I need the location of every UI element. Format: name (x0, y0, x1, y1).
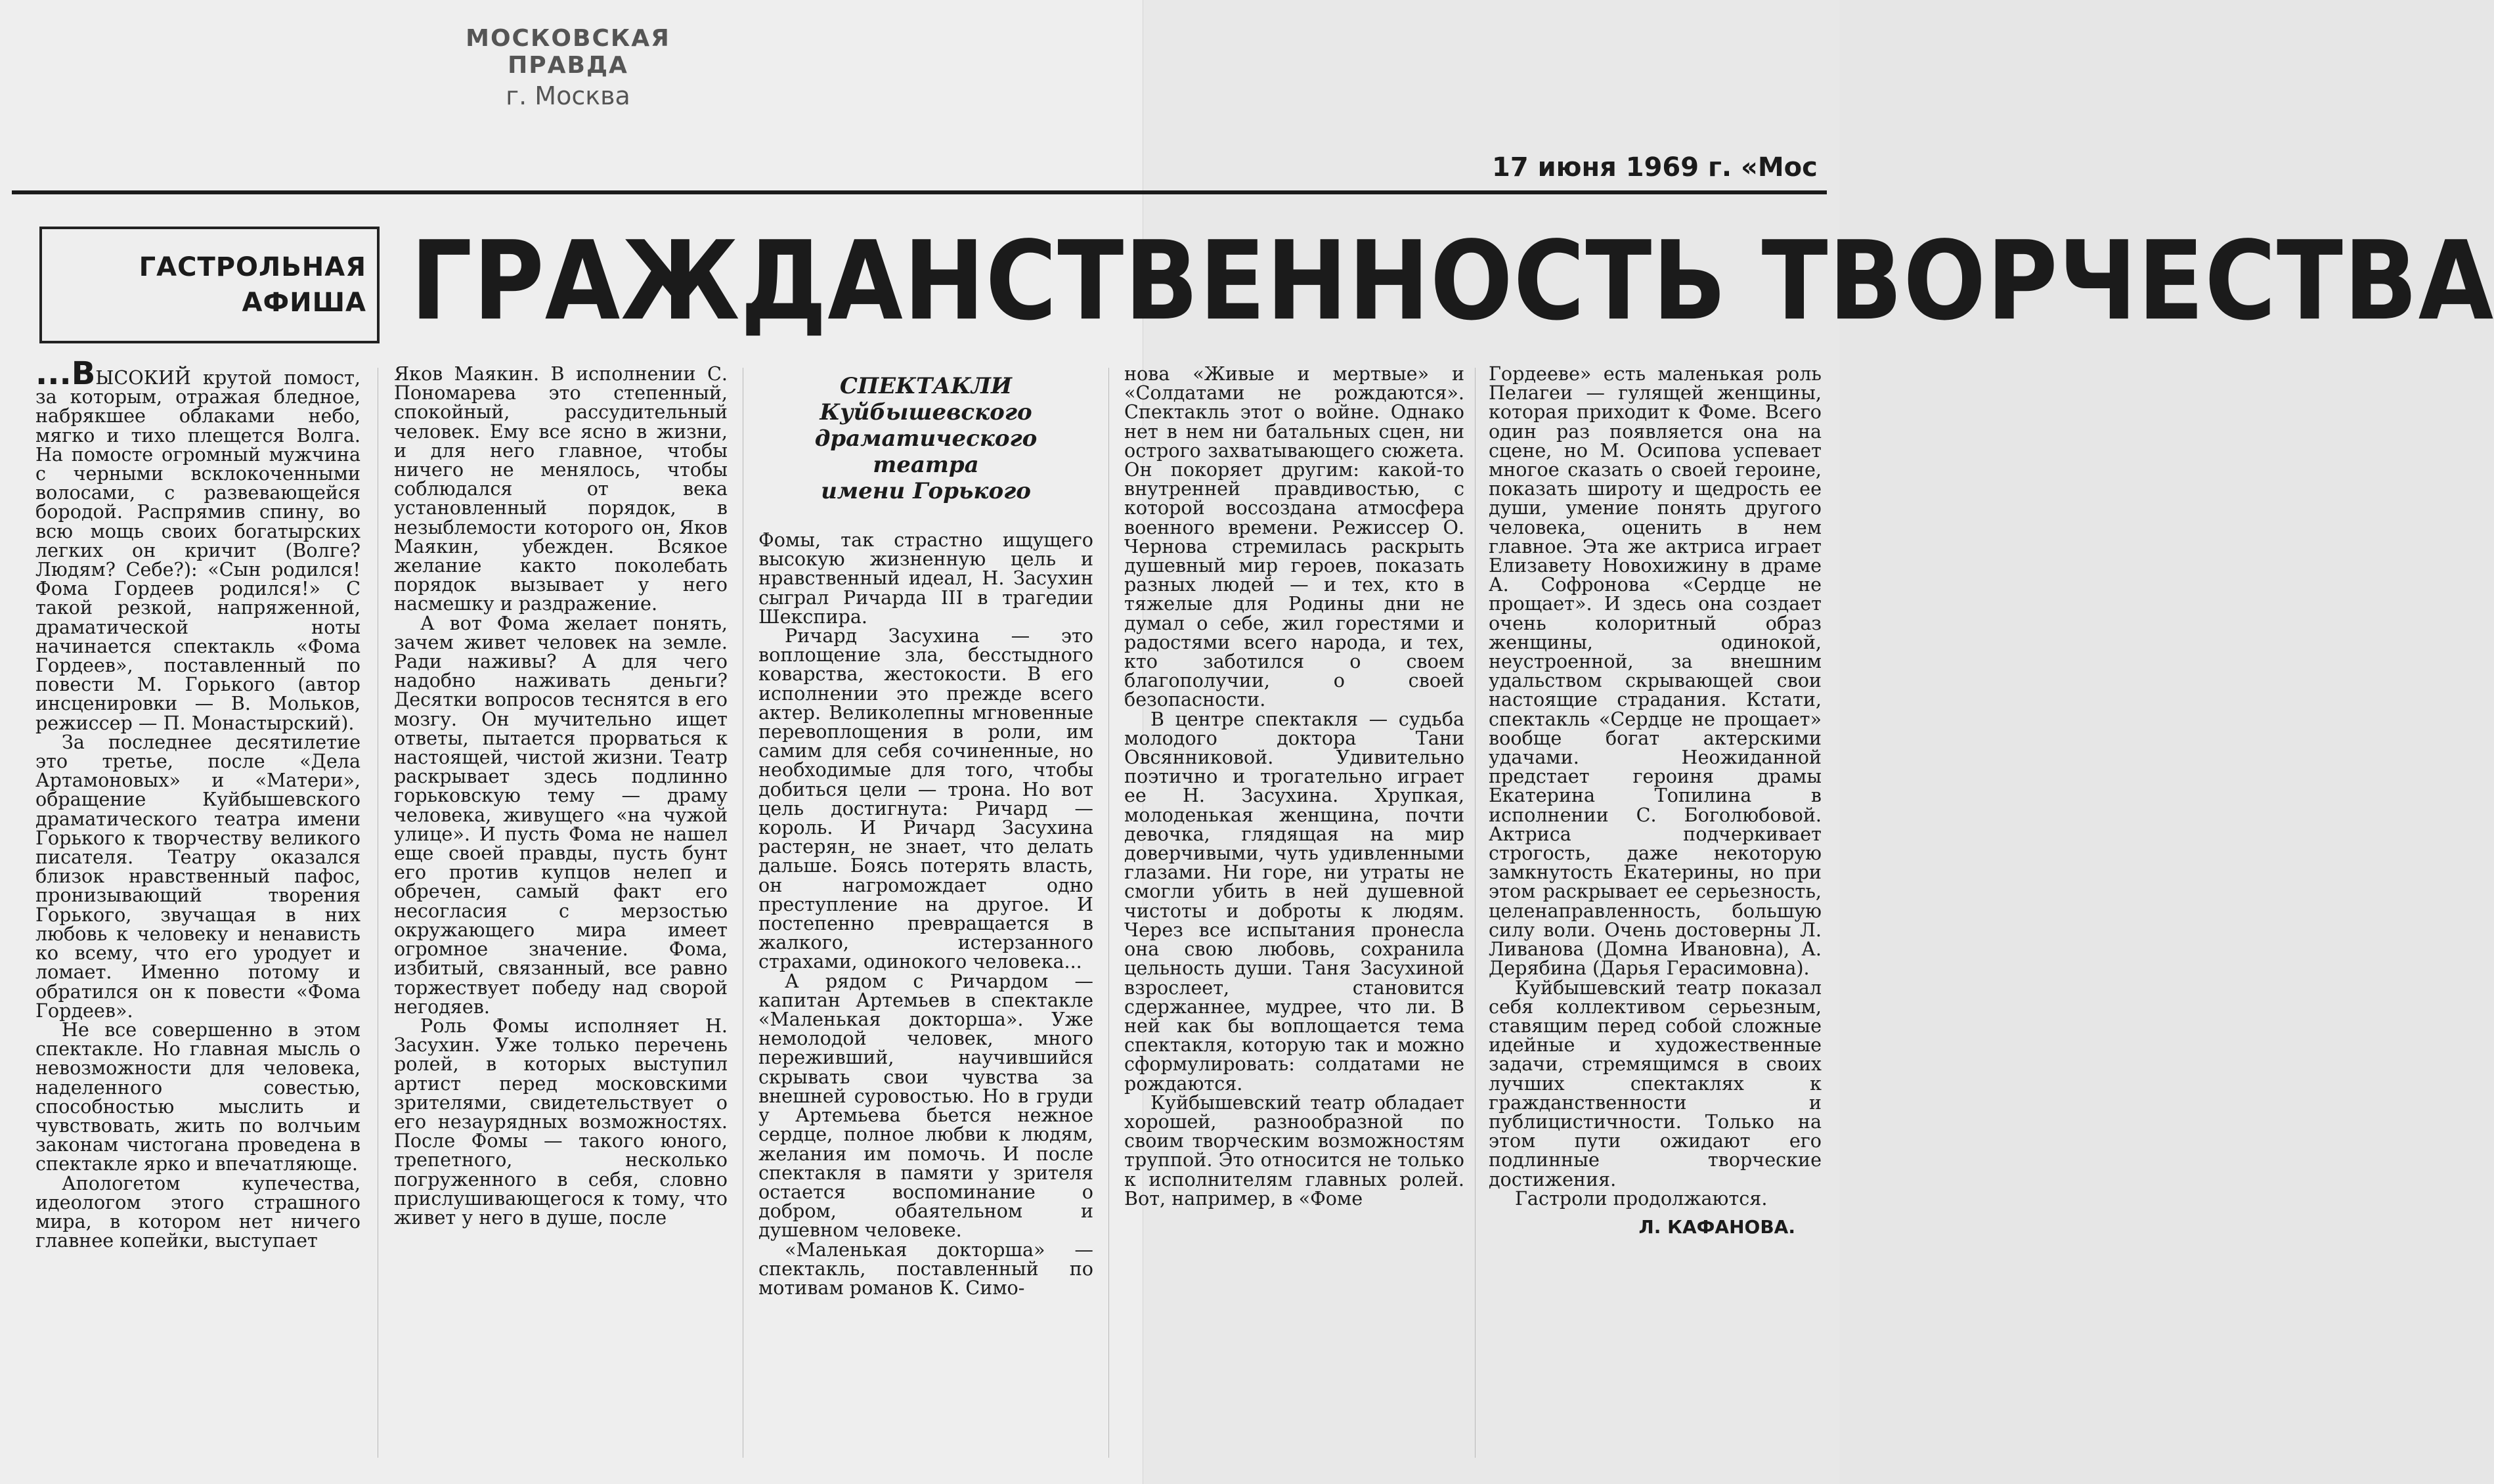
paragraph (35, 355, 361, 734)
column-gutter (1475, 368, 1476, 1458)
drop-cap: ...В (35, 355, 96, 392)
subhead-line-4: имени Горького (821, 478, 1031, 504)
rubric-line-1: ГАСТРОЛЬНАЯ (139, 252, 366, 282)
column-gutter (1108, 368, 1109, 1458)
rubric-line-2: АФИША (242, 288, 366, 318)
article-headline: ГРАЖДАНСТВЕННОСТЬ ТВОРЧЕСТВА (410, 217, 2494, 345)
stamp-city: г. Москва (506, 81, 630, 110)
paragraph-text: ЫСОКИЙ крутой помост, за которым, отражая бледное, набрякшее облаками небо, мягко и тихо плещется Волга. На помосте огромный мужчина с черными всклокоченными волосами, с развевающейся бородой. Распрямив спину, во всю мощь своих богатырских легких он кричит (Волге? Людям? Себе?): «Сын родился! Фома Гордеев родился!» С такой резкой, напряженной, драматической ноты начинается спектакль «Фома Гордеев», поставленный по повести М. Горького (автор инсценировки — В. Мольков, режиссер — П. Монастырский). (35, 366, 361, 734)
article-subhead (758, 373, 1093, 504)
article-column-2 (394, 364, 728, 1474)
header-rule (12, 190, 1827, 194)
paragraph: В центре спектакля — судьба молодого доктора Тани Овсянниковой. Удивительно поэтично и трогательно играет ее Н. Засухина. Хрупкая, молоденькая женщина, почти девочка, глядящая на мир доверчивыми, чуть удивленными глазами. Ни горе, ни утраты не смогли убить в ней душевной чистоты и доброты к людям. Через все испытания пронесла она свою любовь, сохранила цельность души. Таня Засухиной взрослеет, становится сдержаннее, мудрее, что ли. В ней как бы воплощается тема спектакля, которую так и можно сформулировать: солдатами не рождаются. (1124, 707, 1464, 1095)
issue-dateline: 17 июня 1969 г. «Мос (1492, 152, 1818, 183)
subhead-line-2: Куйбышевского (820, 399, 1032, 426)
paragraph: Фомы, так страстно ищущего высокую жизненную цель и нравственный идеал, Н. Засухин сыграл Ричарда III в трагедии Шекспира. (758, 529, 1093, 628)
article-column-5 (1489, 364, 1822, 1474)
subhead-line-3: драматического театра (814, 426, 1038, 478)
paragraph: А рядом с Ричардом — капитан Артемьев в спектакле «Маленькая докторша». Уже немолодой человек, много переживший, научившийся скрывать свои чувства за внешней суровостью. Но в груди у Артемьева бьется нежное сердце, полное любви к людям, желания им помочь. И после спектакля в памяти у зрителя остается воспоминание о добром, обаятельном и душевном человеке. (758, 969, 1093, 1242)
article-column-3 (758, 368, 1093, 1477)
paragraph: Яков Маякин. В исполнении С. Пономарева это степенный, спокойный, рассудительный человек. Ему все ясно в жизни, и для него главное, чтобы ничего не менялось, чтобы соблюдался от века установленный порядок, в незыблемости которого он, Яков Маякин, убежден. Всякое желание както поколебать порядок вызывает у него насмешку и раздражение. (394, 362, 728, 615)
paragraph: Роль Фомы исполняет Н. Засухин. Уже только перечень ролей, в которых выступил артист перед московскими зрителями, свидетельствует о его незаурядных возможностях. После Фомы — такого юного, трепетного, несколько погруженного в себя, словно прислушивающегося к тому, что живет у него в душе, после (394, 1014, 728, 1229)
paragraph: Гордееве» есть маленькая роль Пелагеи — гулящей женщины, которая приходит к Фоме. Всего один раз появляется она на сцене, но М. Осипова успевает многое сказать о своей героине, показать широту и щедрость ее души, умение понять другого человека, оценить в нем главное. Эта же актриса играет Елизавету Новохижину в драме А. Софронова «Сердце не прощает». И здесь она создает очень колоритный образ женщины, одинокой, неустроенной, за внешним удальством скрывающей свои настоящие страдания. Кстати, спектакль «Сердце не прощает» вообще богат актерскими удачами. Неожиданной предстает героиня драмы Екатерина Топилина в исполнении С. Боголюбовой. Актриса подчеркивает строгость, даже некоторую замкнутость Екатерины, но при этом раскрывает ее серьезность, целенаправленность, большую силу воли. Очень достоверны Л. Ливанова (Домна Ивановна), А. Дерябина (Дарья Герасимовна). (1489, 362, 1822, 980)
paragraph: Куйбышевский театр обладает хорошей, разнообразной по своим творческим возможностям труппой. Это относится не только к исполнителям главных ролей. Вот, например, в «Фоме (1124, 1091, 1464, 1210)
article-column-4 (1124, 364, 1464, 1474)
paragraph: Ричард Засухина — это воплощение зла, бесстыдного коварства, жестокости. В его исполнении это прежде всего актер. Великолепны мгновенные перевоплощения в роли, им самим для себя сочиненные, но необходимые для того, чтобы добиться цели — трона. Но вот цель достигнута: Ричард — король. И Ричард Засухина растерян, не знает, что делать дальше. Боясь потерять власть, он нагромождает одно преступление на другое. И постепенно превращается в жалкого, истерзанного страхами, одинокого человека... (758, 624, 1093, 973)
paragraph: Гастроли продолжаются. (1515, 1187, 1768, 1210)
archive-stamp (424, 25, 712, 110)
paragraph: нова «Живые и мертвые» и «Солдатами не рождаются». Спектакль этот о войне. Однако нет в нем ни батальных сцен, ни острого захватывающего сюжета. Он покоряет другим: какой-то внутренней правдивостью, с которой воссоздана атмосфера военного времени. Режиссер О. Чернова стремилась раскрыть душевный мир героев, показать разных людей — и тех, кто в тяжелые для Родины дни не думал о себе, жил горестями и радостями всего народа, и тех, кто заботился о своем благополучии, о своей безопасности. (1124, 362, 1464, 711)
subhead-line-1: СПЕКТАКЛИ (839, 373, 1013, 399)
author-signature: Л. КАФАНОВА. (1638, 1215, 1795, 1238)
rubric-box (39, 227, 380, 343)
paragraph: За последнее десятилетие это третье, после «Дела Артамоновых» и «Матери», обращение Куйбышевского драматического театра имени Горького к творчеству великого писателя. Театру оказался близок нравственный пафос, пронизывающий творения Горького, звучащая в них любовь к человеку и ненависть ко всему, что его уродует и ломает. Именно потому и обратился он к повести «Фома Гордеев». (35, 730, 361, 1022)
paragraph: Апологетом купечества, идеологом этого страшного мира, в котором нет ничего главнее копейки, выступает (35, 1171, 361, 1252)
paragraph: «Маленькая докторша» — спектакль, поставленный по мотивам романов К. Симо- (758, 1238, 1093, 1299)
article-column-1 (35, 355, 361, 1474)
paragraph: Не все совершенно в этом спектакле. Но главная мысль о невозможности для человека, наделенного совестью, способностью мыслить и чувствовать, жить по волчьим законам чистогана проведена в спектакле ярко и впечатляюще. (35, 1018, 361, 1175)
paragraph: А вот Фома желает понять, зачем живет человек на земле. Ради наживы? А для чего надобно наживать деньги? Десятки вопросов теснятся в его мозгу. Он мучительно ищет ответы, пытается прорваться к настоящей, чистой жизни. Театр раскрывает здесь подлинно горьковскую тему — драму человека, живущего «на чужой улице». И пусть Фома не нашел еще своей правды, пусть бунт его против купцов нелеп и обречен, самый факт его несогласия с мерзостью окружающего мира имеет огромное значение. Фома, избитый, связанный, все равно торжествует победу над сворой негодяев. (394, 611, 728, 1018)
paragraph: Куйбышевский театр показал себя коллективом серьезным, ставящим перед собой сложные идейные и художественные задачи, стремящимся в своих лучших спектаклях к гражданственности и публицистичности. Только на этом пути ожидают его подлинные творческие достижения. (1489, 976, 1822, 1190)
stamp-paper-name: МОСКОВСКАЯ ПРАВДА (466, 25, 670, 79)
